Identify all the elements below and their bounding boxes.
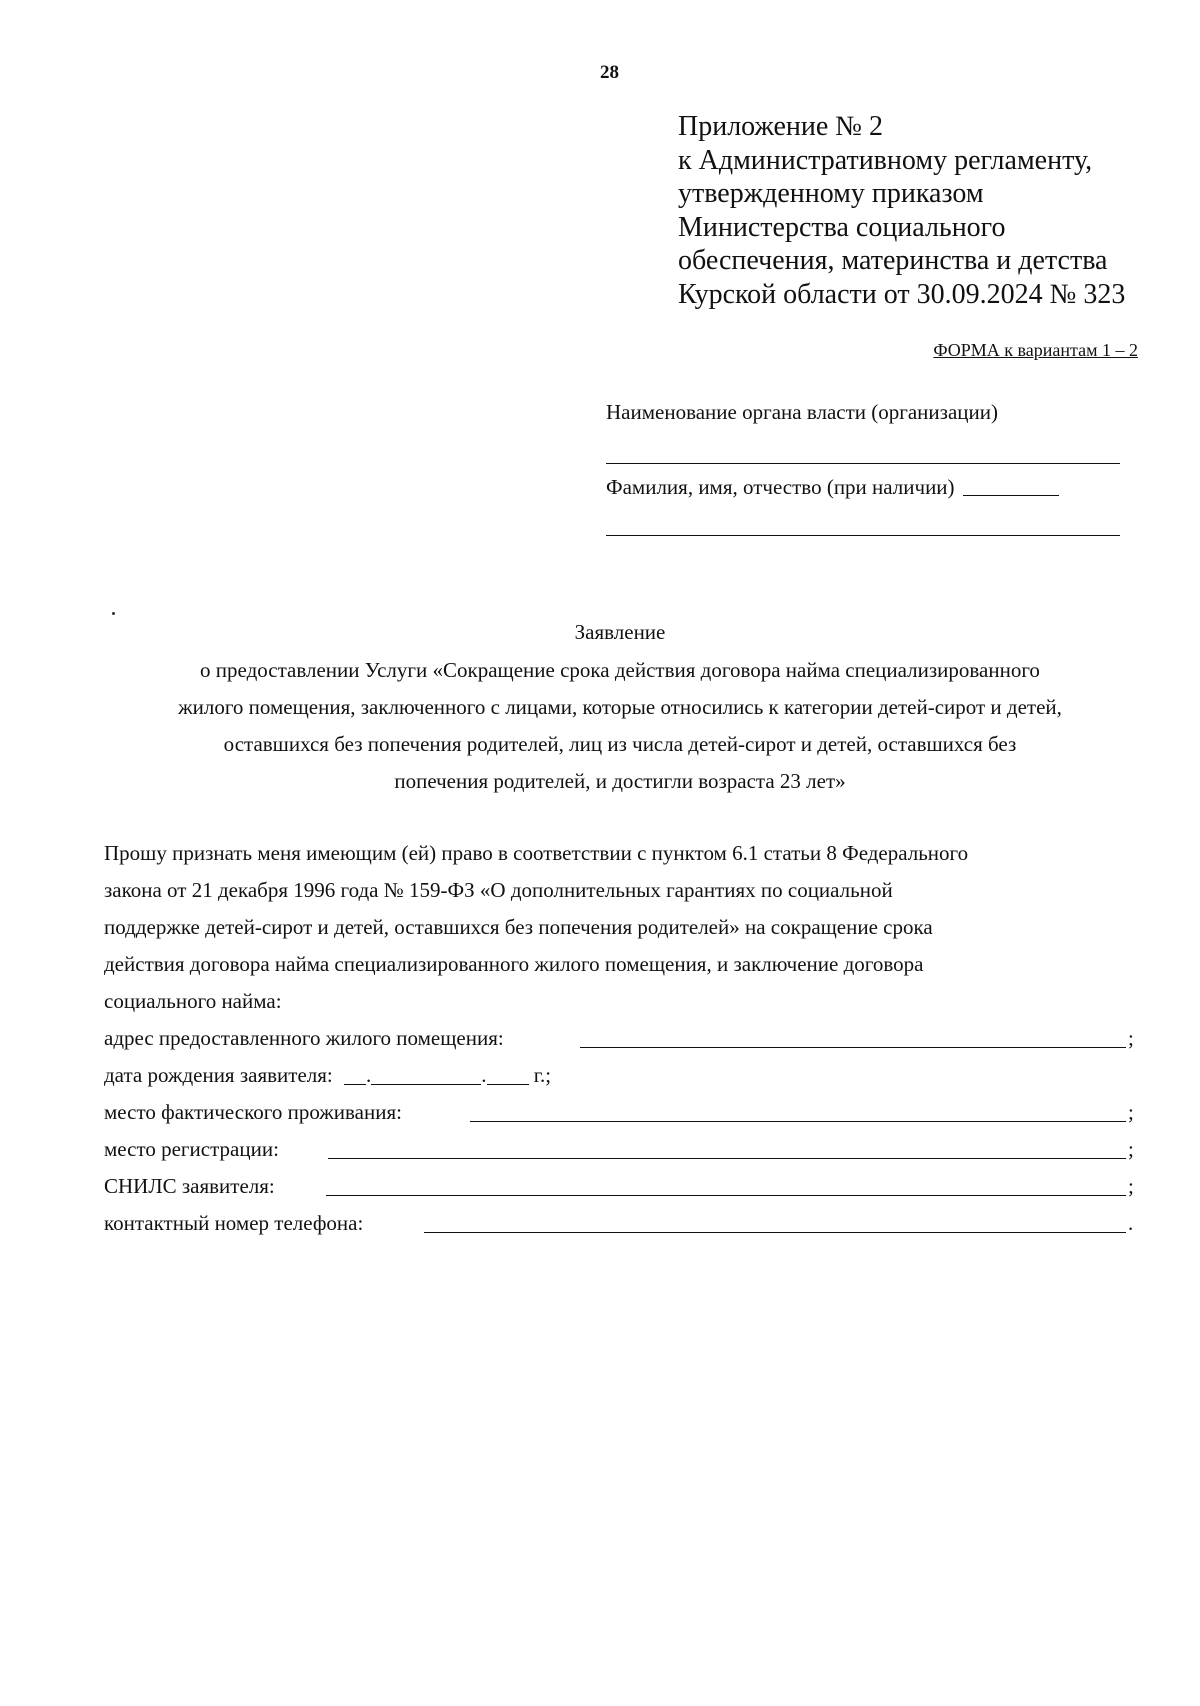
- address-label: адрес предоставленного жилого помещения:: [104, 1026, 504, 1050]
- appendix-line: утвержденному приказом: [678, 178, 984, 209]
- birthdate-row: [104, 1057, 1144, 1094]
- fio-field[interactable]: [606, 535, 1120, 536]
- phone-label: контактный номер телефона:: [104, 1211, 364, 1235]
- appendix-header: [678, 110, 1178, 311]
- birthdate-sep: .: [366, 1063, 372, 1087]
- registration-field[interactable]: [328, 1158, 1126, 1159]
- appendix-line: к Административному регламенту,: [678, 144, 1093, 176]
- scan-speck: [112, 612, 115, 615]
- statement-title: Заявление: [574, 620, 666, 644]
- request-paragraph: [104, 835, 1144, 1020]
- address-row: [104, 1020, 1144, 1057]
- paragraph-line: социального найма:: [104, 989, 282, 1013]
- form-variant-label: ФОРМА к вариантам 1 – 2: [933, 340, 1138, 360]
- snils-field[interactable]: [326, 1195, 1126, 1196]
- registration-label: место регистрации:: [104, 1137, 279, 1161]
- appendix-line: Приложение № 2: [678, 111, 883, 142]
- birthdate-year-field[interactable]: [487, 1062, 529, 1085]
- subtitle-line: жилого помещения, заключенного с лицами, которые относились к категории детей-сирот и детей,: [178, 695, 1062, 719]
- paragraph-line: закона от 21 декабря 1996 года № 159-ФЗ «О дополнительных гарантиях по социальной: [104, 878, 893, 902]
- fio-field-short[interactable]: [963, 495, 1059, 496]
- applicant-fields: [104, 1020, 1144, 1242]
- birthdate-label: дата рождения заявителя:: [104, 1063, 333, 1087]
- address-field[interactable]: [580, 1047, 1126, 1048]
- appendix-line: Министерства социального: [678, 211, 1006, 243]
- residence-end: ;: [1128, 1100, 1134, 1124]
- residence-row: [104, 1094, 1144, 1131]
- phone-end: .: [1128, 1211, 1134, 1235]
- appendix-line: Курской области от 30.09.2024 № 323: [678, 278, 1126, 310]
- fio-row: [606, 475, 1059, 500]
- residence-field[interactable]: [470, 1121, 1126, 1122]
- snils-row: [104, 1168, 1144, 1205]
- birthdate-month-field[interactable]: [371, 1062, 481, 1085]
- phone-field[interactable]: [424, 1232, 1126, 1233]
- registration-row: [104, 1131, 1144, 1168]
- birthdate-suffix: г.;: [533, 1063, 552, 1087]
- paragraph-line: действия договора найма специализированного жилого помещения, и заключение договора: [104, 952, 924, 976]
- birthdate-sep: .: [481, 1063, 487, 1087]
- address-end: ;: [1128, 1026, 1134, 1050]
- fio-label: Фамилия, имя, отчество (при наличии): [606, 475, 955, 499]
- paragraph-line: поддержке детей-сирот и детей, оставшихся без попечения родителей» на сокращение срока: [104, 915, 933, 939]
- birthdate-day-field[interactable]: [344, 1062, 366, 1085]
- subtitle-line: о предоставлении Услуги «Сокращение срока действия договора найма специализированного: [200, 658, 1040, 682]
- paragraph-line: Прошу признать меня имеющим (ей) право в соответствии с пунктом 6.1 статьи 8 Федерального: [104, 841, 969, 865]
- registration-end: ;: [1128, 1137, 1134, 1161]
- statement-subtitle: [100, 652, 1140, 800]
- subtitle-line: попечения родителей, и достигли возраста 23 лет»: [394, 769, 846, 793]
- snils-label: СНИЛС заявителя:: [104, 1174, 275, 1198]
- snils-end: ;: [1128, 1174, 1134, 1198]
- authority-name-label: Наименование органа власти (организации): [606, 400, 998, 424]
- page-number: 28: [600, 62, 619, 83]
- residence-label: место фактического проживания:: [104, 1100, 402, 1124]
- phone-row: [104, 1205, 1144, 1242]
- appendix-line: обеспечения, материнства и детства: [678, 245, 1108, 276]
- subtitle-line: оставшихся без попечения родителей, лиц из числа детей-сирот и детей, оставшихся без: [223, 732, 1017, 756]
- authority-name-field[interactable]: [606, 463, 1120, 464]
